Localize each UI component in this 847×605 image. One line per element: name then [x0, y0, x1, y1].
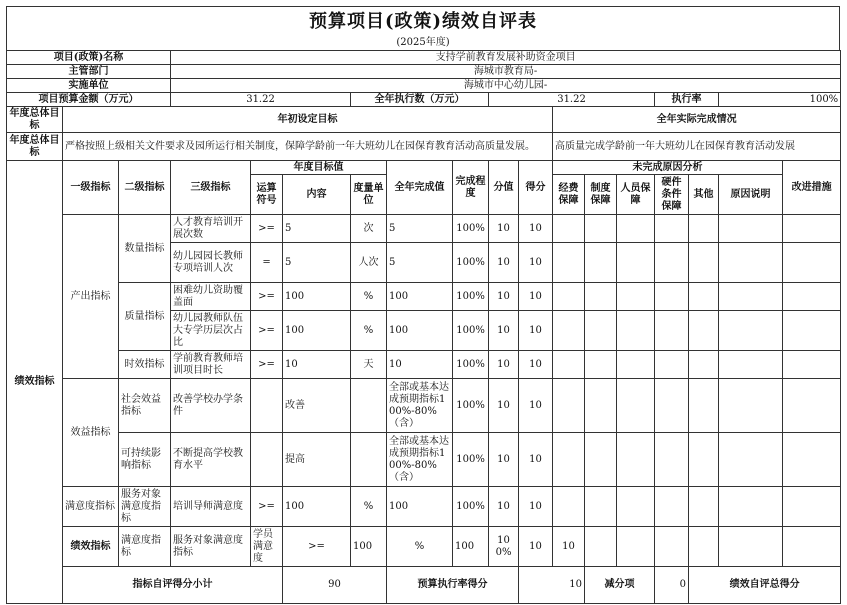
rate-value: 100%: [719, 93, 841, 107]
subtotal-label: 指标自评得分小计: [63, 567, 283, 604]
deduct-label: 减分项: [585, 567, 655, 604]
indicator-unit: %: [351, 283, 387, 311]
indicator-done: 100: [387, 487, 453, 527]
table-row: [7, 215, 841, 243]
indicator-content: 100: [283, 311, 351, 351]
indicator-name: 困难幼儿资助覆盖面: [171, 283, 251, 311]
table-row: [7, 433, 841, 487]
header-reason-group: 未完成原因分析: [553, 161, 783, 175]
budget-score-value: 10: [519, 567, 585, 604]
table-row: [7, 487, 841, 527]
indicator-score: 10: [519, 215, 553, 243]
subtotal-value: 90: [283, 567, 387, 604]
table-row: [7, 379, 841, 433]
group-satisfaction-2: 满意度指标: [119, 527, 171, 567]
indicator-unit: 天: [351, 351, 387, 379]
header-reason-system: 制度保障: [585, 175, 617, 215]
goals-actual-text: 高质量完成学龄前一年大班幼儿在园保育教育活动发展: [553, 133, 841, 161]
header-done: 全年完成值: [387, 161, 453, 215]
indicator-op: >=: [251, 351, 283, 379]
indicator-done: 5: [387, 215, 453, 243]
header-degree: 完成程度: [453, 161, 489, 215]
table-row: [7, 351, 841, 379]
indicator-max: 10: [489, 311, 519, 351]
group-service: 服务对象满意度指标: [119, 487, 171, 527]
indicator-degree: 100%: [453, 379, 489, 433]
header-reason-funding: 经费保障: [553, 175, 585, 215]
indicator-unit: 次: [351, 215, 387, 243]
indicator-unit: %: [387, 527, 453, 567]
indicator-degree: 100%: [453, 433, 489, 487]
indicator-done: 全部或基本达成预期指标100%-80%（含）: [387, 433, 453, 487]
indicator-degree: 100%: [453, 243, 489, 283]
indicator-score: 10: [519, 243, 553, 283]
header-reason-staff: 人员保障: [617, 175, 655, 215]
indicator-name: 改善学校办学条件: [171, 379, 251, 433]
indicator-unit: %: [351, 487, 387, 527]
group-output: 产出指标: [63, 215, 119, 379]
budget-value: 31.22: [171, 93, 351, 107]
goals-initial-label: 年初设定目标: [63, 107, 553, 133]
group-service-2: 服务对象满意度指标: [171, 527, 251, 567]
indicator-content: 100: [351, 527, 387, 567]
indicator-degree: 100%: [453, 351, 489, 379]
indicator-content: 提高: [283, 433, 351, 487]
indicator-op: >=: [251, 283, 283, 311]
indicator-score: 10: [553, 527, 585, 567]
page-title: 预算项目(政策)绩效自评表: [6, 6, 840, 36]
group-sustain: 可持续影响指标: [119, 433, 171, 487]
indicator-content: 100: [283, 487, 351, 527]
indicator-max: 10: [519, 527, 553, 567]
indicator-name: 培训导师满意度: [171, 487, 251, 527]
indicator-max: 10: [489, 283, 519, 311]
indicator-content: 10: [283, 351, 351, 379]
indicator-op: >=: [283, 527, 351, 567]
goals-actual-label: 全年实际完成情况: [553, 107, 841, 133]
indicator-name: 幼儿园园长教师专项培训人次: [171, 243, 251, 283]
header-target-group: 年度目标值: [251, 161, 387, 175]
total-label: 绩效自评总得分: [689, 567, 841, 604]
project-name-label: 项目(政策)名称: [7, 51, 171, 65]
header-op: 运算符号: [251, 175, 283, 215]
exec-value: 31.22: [489, 93, 655, 107]
group-timeliness: 时效指标: [119, 351, 171, 379]
header-reason-hardware: 硬件条件保障: [655, 175, 689, 215]
goals-label: 年度总体目标: [7, 107, 63, 133]
indicator-name: 不断提高学校教育水平: [171, 433, 251, 487]
indicator-done: 100: [387, 283, 453, 311]
table-row: [7, 527, 841, 567]
indicator-degree: 100%: [489, 527, 519, 567]
header-reason-other: 其他: [689, 175, 719, 215]
header-lvl2: 二级指标: [119, 161, 171, 215]
header-content: 内容: [283, 175, 351, 215]
header-lvl1: 一级指标: [63, 161, 119, 215]
indicator-op: [251, 379, 283, 433]
indicator-degree: 100%: [453, 283, 489, 311]
indicator-op: >=: [251, 487, 283, 527]
indicator-score: 10: [519, 433, 553, 487]
unit-label: 实施单位: [7, 79, 171, 93]
indicator-max: 10: [489, 215, 519, 243]
deduct-value: 0: [655, 567, 689, 604]
indicator-done: 100: [453, 527, 489, 567]
page-subtitle: (2025年度): [6, 36, 840, 50]
indicator-content: 改善: [283, 379, 351, 433]
indicator-name: 学前教育教师培训项目时长: [171, 351, 251, 379]
indicator-unit: [351, 379, 387, 433]
indicator-name: 幼儿园教师队伍大专学历层次占比: [171, 311, 251, 351]
group-quantity: 数量指标: [119, 215, 171, 283]
project-name-value: 支持学前教育发展补助资金项目: [171, 51, 841, 65]
indicator-done: 10: [387, 351, 453, 379]
indicator-degree: 100%: [453, 487, 489, 527]
indicator-content: 5: [283, 243, 351, 283]
indicator-score: 10: [519, 487, 553, 527]
group-benefit: 效益指标: [63, 379, 119, 487]
indicator-max: 10: [489, 351, 519, 379]
indicator-unit: 人次: [351, 243, 387, 283]
indicator-done: 100: [387, 311, 453, 351]
dept-value: 海城市教育局-: [171, 65, 841, 79]
indicator-max: 10: [489, 433, 519, 487]
indicator-score: 10: [519, 283, 553, 311]
header-fix: 改进措施: [783, 161, 841, 215]
indicator-score: 10: [519, 311, 553, 351]
indicator-op: =: [251, 243, 283, 283]
perf-label-2: 绩效指标: [63, 527, 119, 567]
indicator-degree: 100%: [453, 215, 489, 243]
header-unit: 度量单位: [351, 175, 387, 215]
group-satisfaction: 满意度指标: [63, 487, 119, 527]
indicator-degree: 100%: [453, 311, 489, 351]
indicator-max: 10: [489, 243, 519, 283]
indicator-score: 10: [519, 351, 553, 379]
indicator-score: 10: [519, 379, 553, 433]
unit-value: 海城市中心幼儿园-: [171, 79, 841, 93]
indicator-content: 5: [283, 215, 351, 243]
indicator-name: 学员满意度: [251, 527, 283, 567]
header-reason-note: 原因说明: [719, 175, 783, 215]
exec-label: 全年执行数（万元）: [351, 93, 489, 107]
perf-label: 绩效指标: [7, 161, 63, 604]
indicator-done: 全部或基本达成预期指标100%-80%（含）: [387, 379, 453, 433]
budget-score-label: 预算执行率得分: [387, 567, 519, 604]
indicator-content: 100: [283, 283, 351, 311]
table-row: [7, 283, 841, 311]
group-social: 社会效益指标: [119, 379, 171, 433]
indicator-unit: %: [351, 311, 387, 351]
indicator-unit: [351, 433, 387, 487]
indicator-op: >=: [251, 311, 283, 351]
evaluation-table: [6, 50, 841, 604]
indicator-max: 10: [489, 379, 519, 433]
indicator-done: 5: [387, 243, 453, 283]
rate-label: 执行率: [655, 93, 719, 107]
indicator-max: 10: [489, 487, 519, 527]
header-lvl3: 三级指标: [171, 161, 251, 215]
header-score: 得分: [519, 161, 553, 215]
group-quality: 质量指标: [119, 283, 171, 351]
indicator-op: [251, 433, 283, 487]
budget-label: 项目预算金额（万元）: [7, 93, 171, 107]
goals-label-2: 年度总体目标: [7, 133, 63, 161]
dept-label: 主管部门: [7, 65, 171, 79]
indicator-name: 人才教育培训开展次数: [171, 215, 251, 243]
header-score-max: 分值: [489, 161, 519, 215]
goals-initial-text: 严格按照上级相关文件要求及园所运行相关制度，保障学龄前一年大班幼儿在园保育教育活动高质量发展。: [63, 133, 553, 161]
indicator-op: >=: [251, 215, 283, 243]
